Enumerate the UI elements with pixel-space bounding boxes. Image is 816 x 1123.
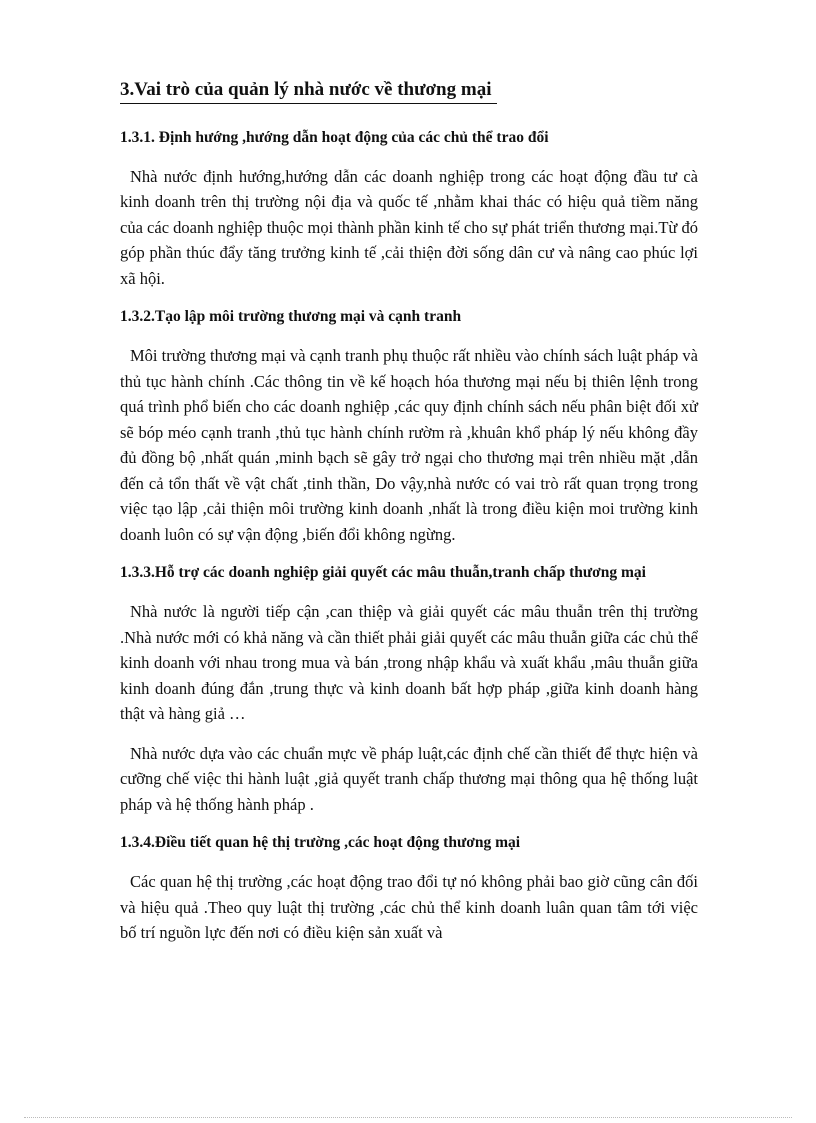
paragraph: Các quan hệ thị trường ,các hoạt động trao đổi tự nó không phải bao giờ cũng cân đối và hiệu quả .Theo quy luật thị trường ,các chủ thể kinh doanh luân quan tâm tới việc bố trí nguồn lực đến nơi có điều kiện sản xuất và: [120, 872, 698, 943]
paragraph: Môi trường thương mại và cạnh tranh phụ thuộc rất nhiều vào chính sách luật pháp và thủ tục hành chính .Các thông tin về kế hoạch hóa thương mại nếu bị thiên lệnh trong quá trình phổ biến cho các doanh nghiệp ,các quy định chính sách nếu phân biệt đối xử sẽ bóp méo cạnh tranh ,thủ tục hành chính rườm rà ,khuân khổ pháp lý nếu không đầy đủ đồng bộ ,nhất quán ,minh bạch sẽ gây trở ngại cho thương mại trên nhiều mặt ,dẫn đến cả tổn thất về vật chất ,tinh thần, Do vậy,nhà nước có vai trò rất quan trọng trong việc tạo lập ,cải thiện môi trường kinh doanh ,nhất là trong điều kiện moi trường kinh doanh luôn có sự vận động ,biến đổi không ngừng.: [120, 346, 698, 544]
section-heading-1-3-1: 1.3.1. Định hướng ,hướng dẫn hoạt động của các chủ thể trao đổi: [120, 128, 549, 146]
document-body: [120, 78, 698, 960]
paragraph: Nhà nước định hướng,hướng dẫn các doanh nghiệp trong các hoạt động đầu tư cà kinh doanh trên thị trường nội địa và quốc tế ,nhằm khai thác có hiệu quả tiềm năng của các doanh nghiệp thuộc mọi thành phần kinh tế cho sự phát triển thương mại.Từ đó góp phần thúc đẩy tăng trưởng kinh tế ,cải thiện đời sống dân cư và nâng cao phúc lợi xã hội.: [120, 166, 698, 288]
page-bottom-divider: [24, 1117, 792, 1118]
section-heading-1-3-2: 1.3.2.Tạo lập môi trường thương mại và cạnh tranh: [120, 308, 462, 326]
section-heading-1-3-3: 1.3.3.Hỗ trợ các doanh nghiệp giải quyết các mâu thuẫn,tranh chấp thương mại: [120, 564, 646, 582]
paragraph: Nhà nước dựa vào các chuẩn mực về pháp luật,các định chế cần thiết để thực hiện và cưỡng chế việc thi hành luật ,giả quyết tranh chấp thương mại thông qua hệ thống luật pháp và hệ thống hành pháp .: [120, 743, 698, 814]
page-title: 3.Vai trò của quản lý nhà nước về thương mại: [120, 78, 497, 104]
section-heading-1-3-4: 1.3.4.Điều tiết quan hệ thị trường ,các hoạt động thương mại: [120, 834, 521, 852]
paragraph: Nhà nước là người tiếp cận ,can thiệp và giải quyết các mâu thuẫn trên thị trường .Nhà nước mới có khả năng và cần thiết phải giải quyết các mâu thuẫn giữa các chủ thể kinh doanh với nhau trong mua và bán ,trong nhập khẩu và xuất khẩu ,mâu thuẫn giữa kinh doanh đúng đắn ,trung thực và kinh doanh bất hợp pháp ,giữa kinh doanh hàng thật và hàng giả …: [120, 602, 698, 724]
